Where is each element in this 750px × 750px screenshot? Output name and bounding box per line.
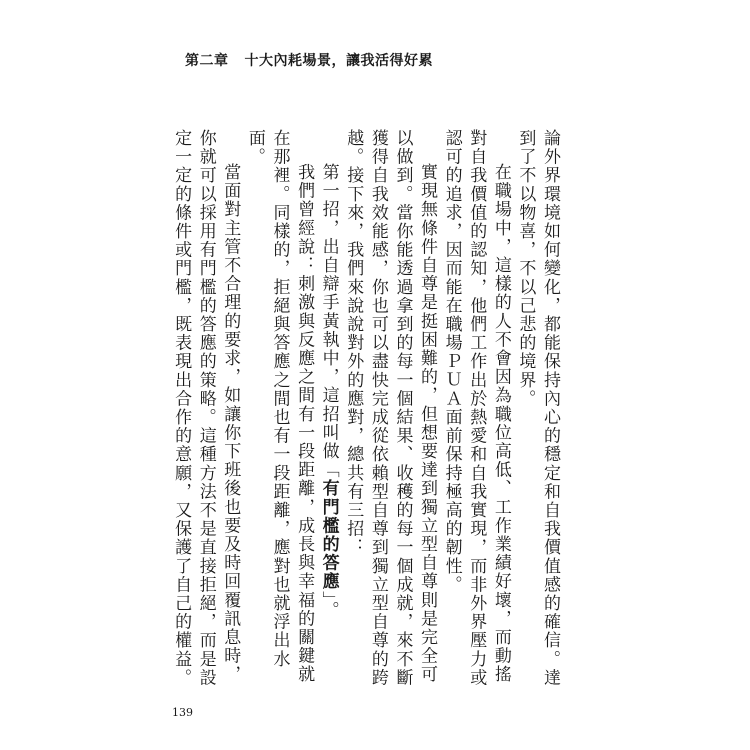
- body-text: [169, 129, 563, 689]
- first-move-text: 第一招，出自辯手黃執中，這招叫做「: [318, 163, 339, 480]
- paragraph-continuation: 論外界環境如何變化，都能保持內心的穩定和自我價值感的確信。達到了不以物喜，不以己悲的境界。: [515, 129, 560, 687]
- emphasized-term: 有門檻的答應: [318, 479, 339, 591]
- chapter-title: 十大內耗場景，讓我活得好累: [244, 53, 433, 69]
- page-number: 139: [172, 706, 193, 719]
- running-header: [185, 50, 433, 70]
- chapter-label: 第二章: [185, 53, 229, 69]
- paragraph-strategy: 當面對主管不合理的要求，如讓你下班後也要及時回覆訊息時，你就可以採用有門檻的答應的策略。這種方法不是直接拒絕，而是設定一定的條件或門檻，既表現出合作的意願，又保護了自己的權益。: [171, 129, 241, 687]
- paragraph-first-move: [316, 129, 341, 689]
- first-move-closing: 」。: [318, 590, 339, 620]
- paragraph-distance: 我們曾經說：刺激與反應之間有一段距離，成長與幸福的關鍵就在那裡。同樣的，拒絕與答應之間也有一段距離，應對也就浮出水面。: [244, 129, 315, 684]
- paragraph-workplace: 在職場中，這樣的人不會因為職位高低、工作業績好壞，而動搖對自我價值的認知，他們工作出於熱愛和自我實現，而非外界壓力或認可的追求，因而能在職場ＰＵＡ面前保持極高的韌性。: [441, 129, 511, 687]
- paragraph-self-esteem: 實現無條件自尊是挺困難的，但想要達到獨立型自尊則是完全可以做到。當你能透過拿到的每一個結果、收穫的每一個成就，來不斷獲得自我效能感，你也可以盡快完成從依賴型自尊到獨立型自尊的跨越。接下來，我們來說說對外的應對，總共有三招：: [343, 129, 438, 687]
